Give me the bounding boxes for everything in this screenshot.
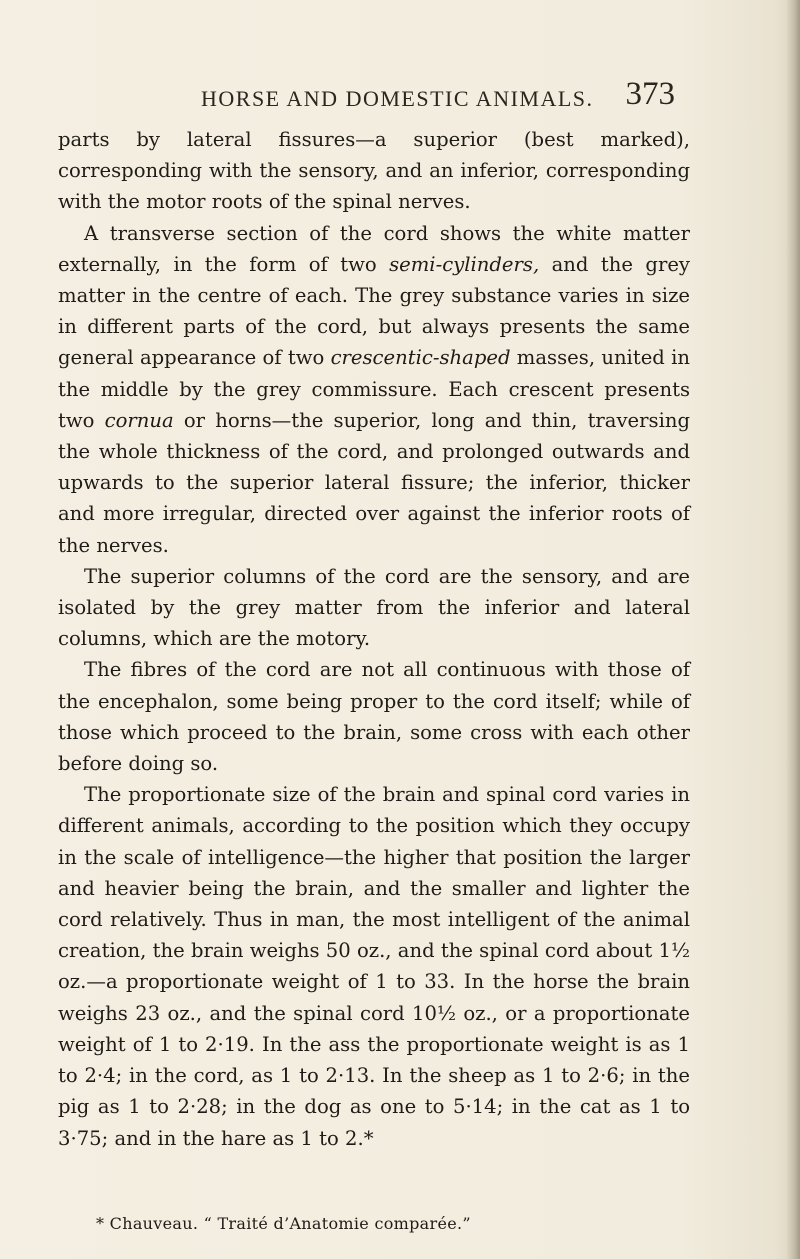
body-text (58, 124, 690, 1154)
running-title: HORSE AND DOMESTIC ANIMALS. (201, 86, 594, 111)
text-run: parts by lateral fissures—a superior (best marked), corresponding with the sensory, and an inferior, corresponding with the motor roots of the spinal nerves. (58, 128, 690, 214)
page-number: 373 (625, 76, 675, 112)
paragraph (58, 779, 690, 1153)
text-run: The superior columns of the cord are the sensory, and are isolated by the grey matter from the inferior and lateral columns, which are the motory. (58, 564, 690, 651)
paragraph (58, 124, 690, 218)
text-run: and the grey matter in the centre of each. The grey substance varies in size in different parts of the cord, but always presents the same general appearance of two (58, 252, 690, 370)
page-header (155, 76, 675, 120)
italic-term: cornua (104, 408, 174, 432)
paragraph (58, 654, 690, 779)
italic-term: crescentic-shaped (330, 346, 511, 370)
page-edge-shadow (786, 0, 800, 1259)
italic-term: semi-cylinders, (389, 252, 540, 276)
text-run: masses, united in the middle by the grey commissure. Each crescent presents two (58, 346, 691, 432)
paragraph (58, 218, 690, 561)
text-run: A transverse section of the cord shows the white matter externally, in the form of two (58, 221, 690, 276)
paragraph (58, 561, 690, 655)
text-run: The proportionate size of the brain and spinal cord varies in different animals, according to the position which they occupy in the scale of intelligence—the higher that position the larger and heavier being the brain, and the smaller and lighter the cord relatively. Thus in man, the most intelligent of the animal creation, the brain weighs 50 oz., and the spinal cord about 1½ oz.—a proportionate weight of 1 to 33. In the horse the brain weighs 23 oz., and the spinal cord 10½ oz., or a proportionate weight of 1 to 2·19. In the ass the proportionate weight is as 1 to 2·4; in the cord, as 1 to 2·13. In the sheep as 1 to 2·6; in the pig as 1 to 2·28; in the dog as one to 5·14; in the cat as 1 to 3·75; and in the hare as 1 to 2.* (58, 783, 690, 1150)
text-run: or horns—the superior, long and thin, traversing the whole thickness of the cord, and prolonged outwards and upwards to the superior lateral fissure; the inferior, thicker and more irregular, directed over against the inferior roots of the nerves. (58, 408, 690, 557)
text-run: The fibres of the cord are not all continuous with those of the encephalon, some being proper to the cord itself; while of those which proceed to the brain, some cross with each other before doing so. (58, 658, 690, 776)
footnote: * Chauveau. “ Traité d’Anatomie comparée.” (96, 1214, 471, 1233)
